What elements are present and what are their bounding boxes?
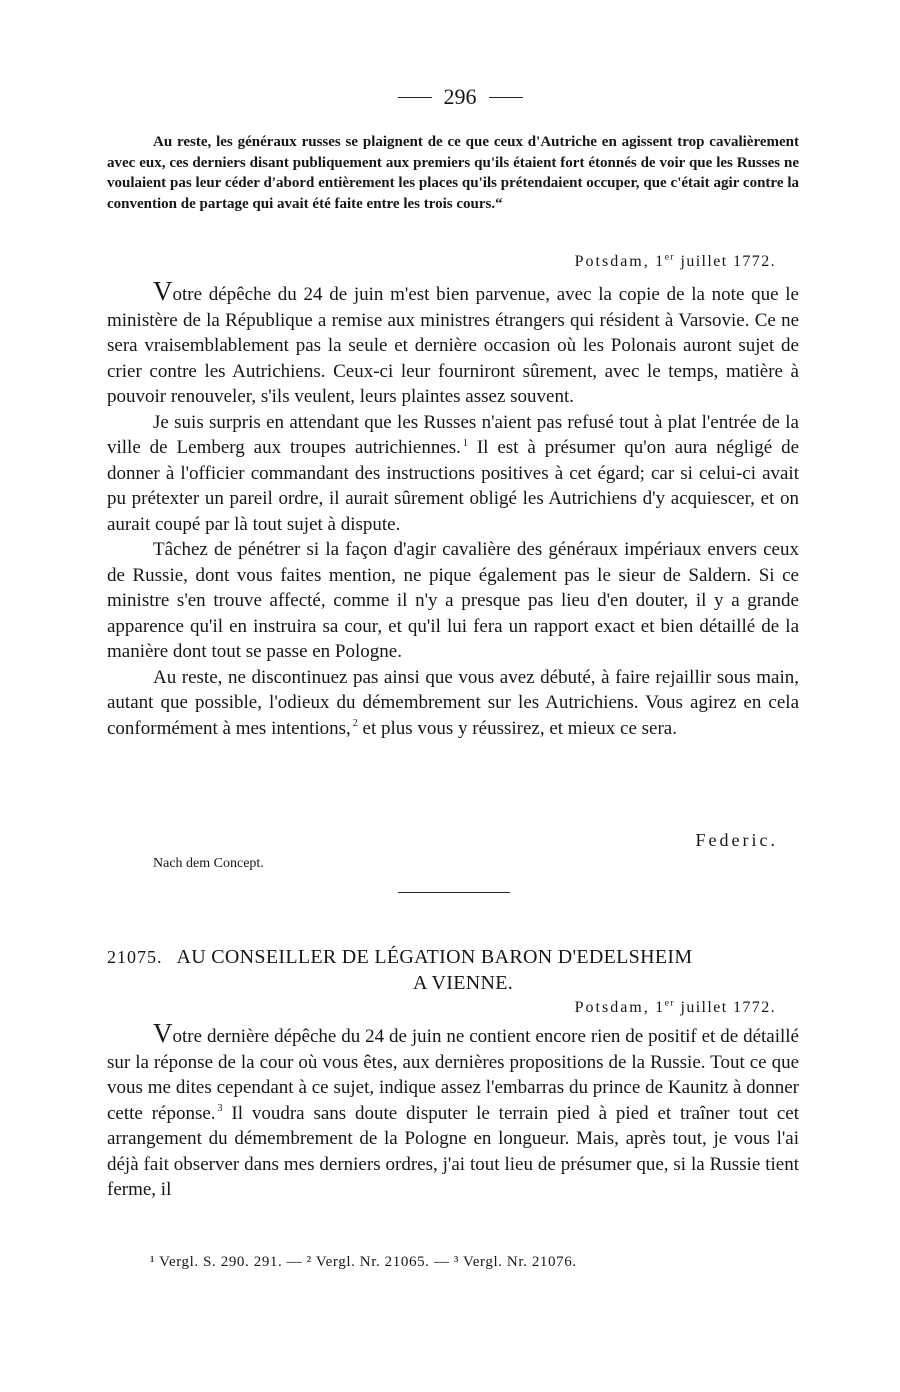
document-number: 21075. — [107, 947, 163, 967]
header-rule-right — [489, 97, 523, 98]
paragraph-text: otre dernière dépêche du 24 de juin ne contient encore rien de positif et de détaillé sur la réponse de la cour où vous êtes, aux dernières propositions de la Russie. Tout ce que vous me dites cependant à ce sujet, indique assez l'embarras du prince de Kaunitz à donner cette réponse. — [107, 1026, 799, 1124]
footnotes: ¹ Vergl. S. 290. 291. — ² Vergl. Nr. 21065. — ³ Vergl. Nr. 21076. — [150, 1254, 577, 1270]
initial-letter: V — [153, 276, 173, 306]
heading-line-1 — [107, 944, 799, 970]
paragraph-text: Au reste, ne discontinuez pas ainsi que vous avez débuté, à faire rejaillir sous main, autant que possible, l'odieux du démembrement sur les Autrichiens. Vous agirez en cela conformément à mes intentions, — [107, 666, 799, 739]
letter-1-paragraph-2 — [107, 410, 799, 538]
letter-1-body — [107, 276, 800, 741]
footnote-ref: 3 — [217, 1103, 223, 1115]
dateline-day: 1 — [655, 253, 665, 270]
dateline-letter-2 — [0, 998, 776, 1018]
dateline-day-suffix: er — [664, 251, 676, 263]
initial-letter: V — [153, 1018, 173, 1048]
letter-1-paragraph-1 — [107, 276, 799, 410]
letter-2-body — [107, 1018, 799, 1203]
signature: Federic. — [695, 830, 778, 850]
paragraph-text: et plus vous y réussirez, et mieux ce sera. — [357, 717, 677, 739]
letter-1-paragraph-4 — [107, 665, 799, 742]
section-divider — [398, 892, 510, 893]
page-number: 296 — [443, 84, 477, 109]
heading-line-2: A VIENNE. — [412, 972, 514, 994]
paragraph-text: Il est à présumer qu'on aura négligé de donner à l'officier commandant des instructions positives à cet égard; car si celui-ci avait pu prétexter un pareil ordre, il aurait sûrement obligé les Autrichiens d'y acquiescer, et on aurait coupé par là tout sujet à dispute. — [107, 437, 800, 535]
footnote-ref: 2 — [352, 718, 358, 730]
dateline-letter-1 — [0, 252, 776, 272]
heading-recipient: AU CONSEILLER DE LÉGATION BARON D'EDELSHEIM — [176, 946, 693, 968]
quoted-passage — [107, 132, 799, 214]
dateline-place: Potsdam, — [574, 253, 650, 270]
paragraph-text: otre dépêche du 24 de juin m'est bien parvenue, avec la copie de la note que le ministère de la République a remise aux ministres étrangers qui résident à Varsovie. Ce ne sera vraisemblablement pas la seule et dernière occasion où les Polonais auront sujet de crier contre les Autrichiens. Ceux-ci leur fourniront sûrement, avec le temps, matière à pouvoir renouveler, s'ils veulent, leurs plaintes assez souvent. — [107, 284, 799, 407]
footnote-ref: 1 — [462, 437, 468, 449]
dateline-date: juillet 1772. — [680, 999, 776, 1016]
letter-2-paragraph-1 — [107, 1018, 799, 1203]
page-header — [380, 84, 540, 110]
header-rule-left — [398, 97, 432, 98]
paragraph-text: Je suis surpris en attendant que les Russes n'aient pas refusé tout à plat l'entrée de la ville de Lemberg aux troupes autrichiennes. — [107, 411, 799, 458]
quoted-paragraph: Au reste, les généraux russes se plaignent de ce que ceux d'Autriche en agissent trop cavalièrement avec eux, ces derniers disant publiquement aux premiers qu'ils étaient fort étonnés de voir que les Russes ne voulaient pas leur céder d'abord entièrement les places qu'ils prétendaient occuper, que c'était agir contre la convention de partage qui avait été faite entre les trois cours.“ — [107, 134, 799, 212]
document-heading — [107, 944, 799, 996]
paragraph-text: Il voudra sans doute disputer le terrain pied à pied et traîner tout cet arrangement du démembrement de la Pologne en longueur. Mais, après tout, je vous l'ai déjà fait observer dans mes derniers ordres, j'ai tout lieu de présumer que, si la Russie tient ferme, il — [107, 1102, 799, 1200]
source-note: Nach dem Concept. — [153, 856, 264, 871]
dateline-place: Potsdam, — [574, 999, 650, 1016]
dateline-date: juillet 1772. — [680, 253, 776, 270]
letter-1-paragraph-3: Tâchez de pénétrer si la façon d'agir cavalière des généraux impériaux envers ceux de Russie, dont vous faites mention, ne pique également pas le sieur de Saldern. Si ce ministre s'en trouve affecté, comme il n'y a presque pas lieu d'en douter, il y a grande apparence qu'il en instruira sa cour, et qu'il lui fera un rapport exact et bien détaillé de la manière dont tout se passe en Pologne. — [107, 539, 799, 662]
dateline-day: 1 — [655, 999, 665, 1016]
dateline-day-suffix: er — [664, 997, 676, 1009]
